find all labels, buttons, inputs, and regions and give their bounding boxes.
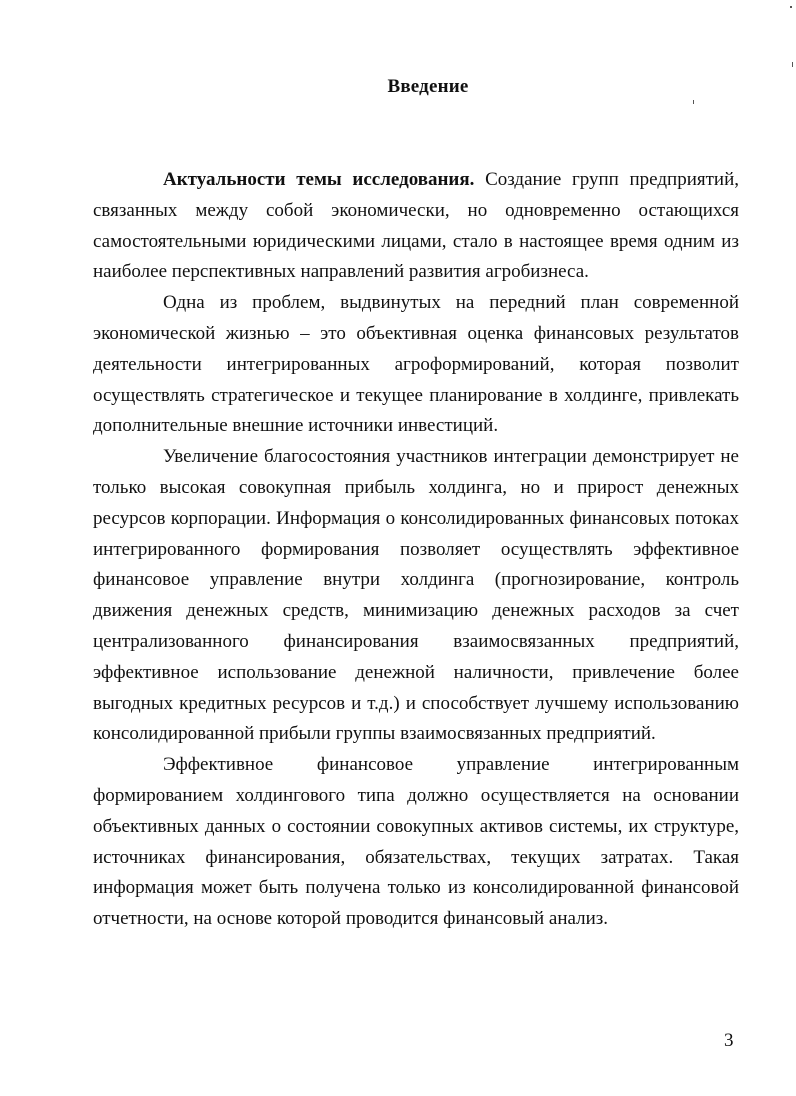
- scan-speck: [790, 6, 792, 8]
- paragraph-relevance: [93, 165, 739, 288]
- paragraph-text: Создание групп предприятий, связанных между собой экономически, но одновременно остающихся самостоятельными юридическими лицами, стало в настоящее время одним из наиболее перспективных направлений развития агробизнеса.: [93, 169, 739, 283]
- scan-speck: [693, 100, 694, 104]
- paragraph-lead: Актуальности темы исследования.: [163, 169, 475, 190]
- page-number: 3: [724, 1030, 734, 1051]
- body-text: [93, 165, 739, 935]
- paragraph-welfare: Увеличение благосостояния участников интеграции демонстрирует не только высокая совокупная прибыль холдинга, но и прирост денежных ресурсов корпорации. Информация о консолидированных финансовых потоках интегрированного формирования позволяет осуществлять эффективное финансовое управление внутри холдинга (прогнозирование, контроль движения денежных средств, минимизацию денежных расходов за счет централизованного финансирования взаимосвязанных предприятий, эффективное использование денежной наличности, привлечение более выгодных кредитных ресурсов и т.д.) и способствует лучшему использованию консолидированной прибыли группы взаимосвязанных предприятий.: [93, 446, 739, 745]
- paragraph-management: Эффективное финансовое управление интегрированным формированием холдингового типа должно осуществляется на основании объективных данных о состоянии совокупных активов системы, их структуре, источниках финансирования, обязательствах, текущих затратах. Такая информация может быть получена только из консолидированной финансовой отчетности, на основе которой проводится финансовый анализ.: [93, 754, 739, 930]
- paragraph-problems: Одна из проблем, выдвинутых на передний план современной экономической жизнью – это объективная оценка финансовых результатов деятельности интегрированных агроформирований, которая позволит осуществлять стратегическое и текущее планирование в холдинге, привлекать дополнительные внешние источники инвестиций.: [93, 292, 739, 437]
- page-title: Введение: [387, 76, 469, 97]
- scan-speck: [792, 62, 793, 67]
